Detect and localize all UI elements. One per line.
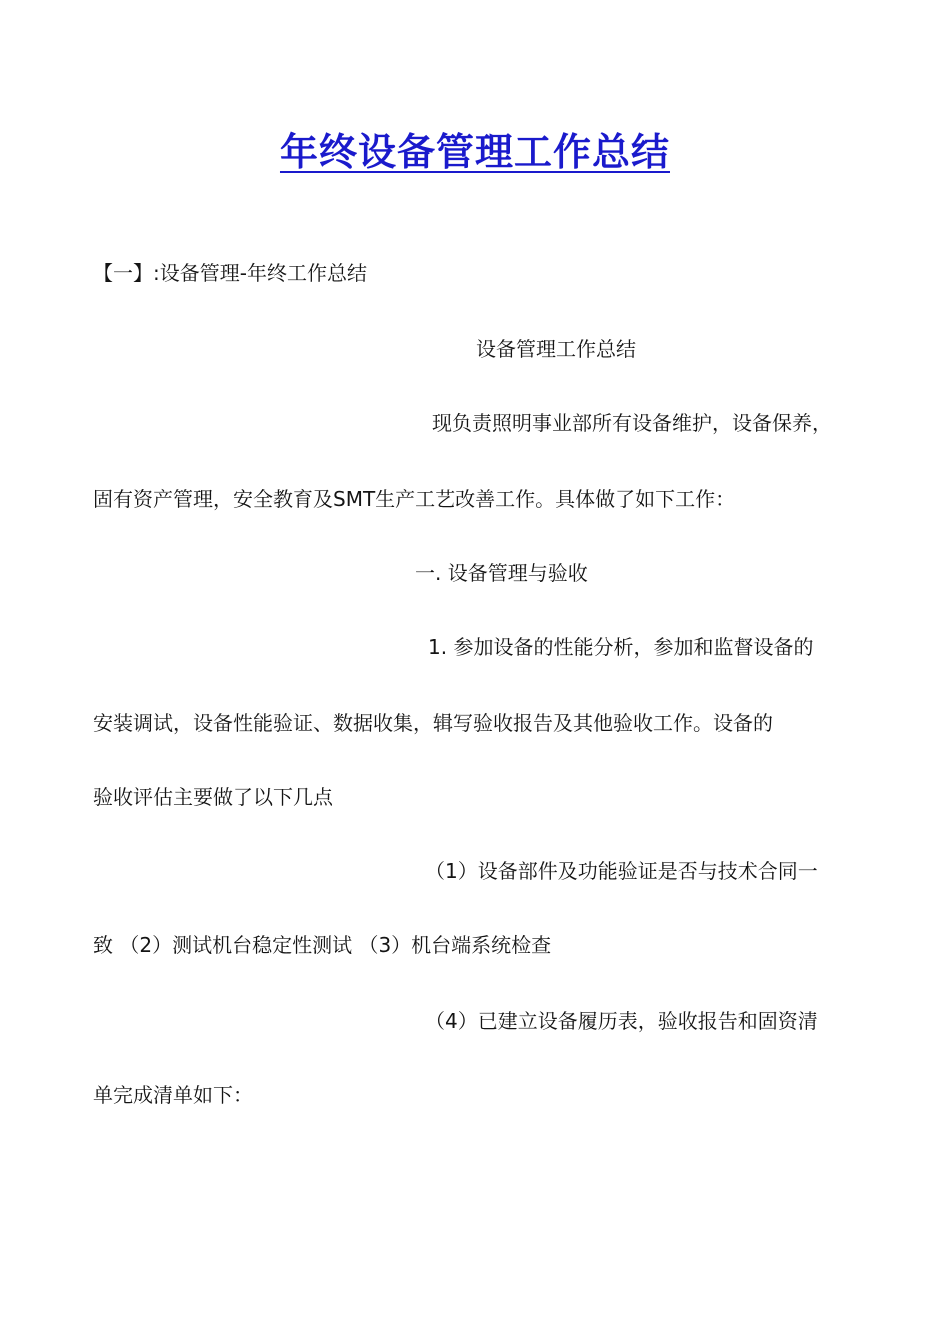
intro-line-1: 现负责照明事业部所有设备维护，设备保养，: [432, 411, 832, 435]
point1-line-1: （1）设备部件及功能验证是否与技术合同一: [425, 859, 818, 883]
section-one-heading: 一. 设备管理与验收: [415, 561, 588, 585]
intro-line-2: 固有资产管理，安全教育及SMT生产工艺改善工作。具体做了如下工作：: [93, 487, 736, 511]
point1-line-2: 致 （2）测试机台稳定性测试 （3）机台端系统检查: [93, 933, 552, 957]
point4-line-2: 单完成清单如下：: [93, 1083, 253, 1107]
document-title: 年终设备管理工作总结: [279, 130, 670, 174]
section-heading: 【一】:设备管理-年终工作总结: [93, 261, 367, 285]
subtitle: 设备管理工作总结: [476, 337, 636, 361]
item1-line-1: 1. 参加设备的性能分析，参加和监督设备的: [428, 635, 814, 659]
item1-line-3: 验收评估主要做了以下几点: [93, 785, 333, 809]
item1-line-2: 安装调试，设备性能验证、数据收集，辑写验收报告及其他验收工作。设备的: [93, 711, 773, 735]
point4-line-1: （4）已建立设备履历表，验收报告和固资清: [425, 1009, 818, 1033]
